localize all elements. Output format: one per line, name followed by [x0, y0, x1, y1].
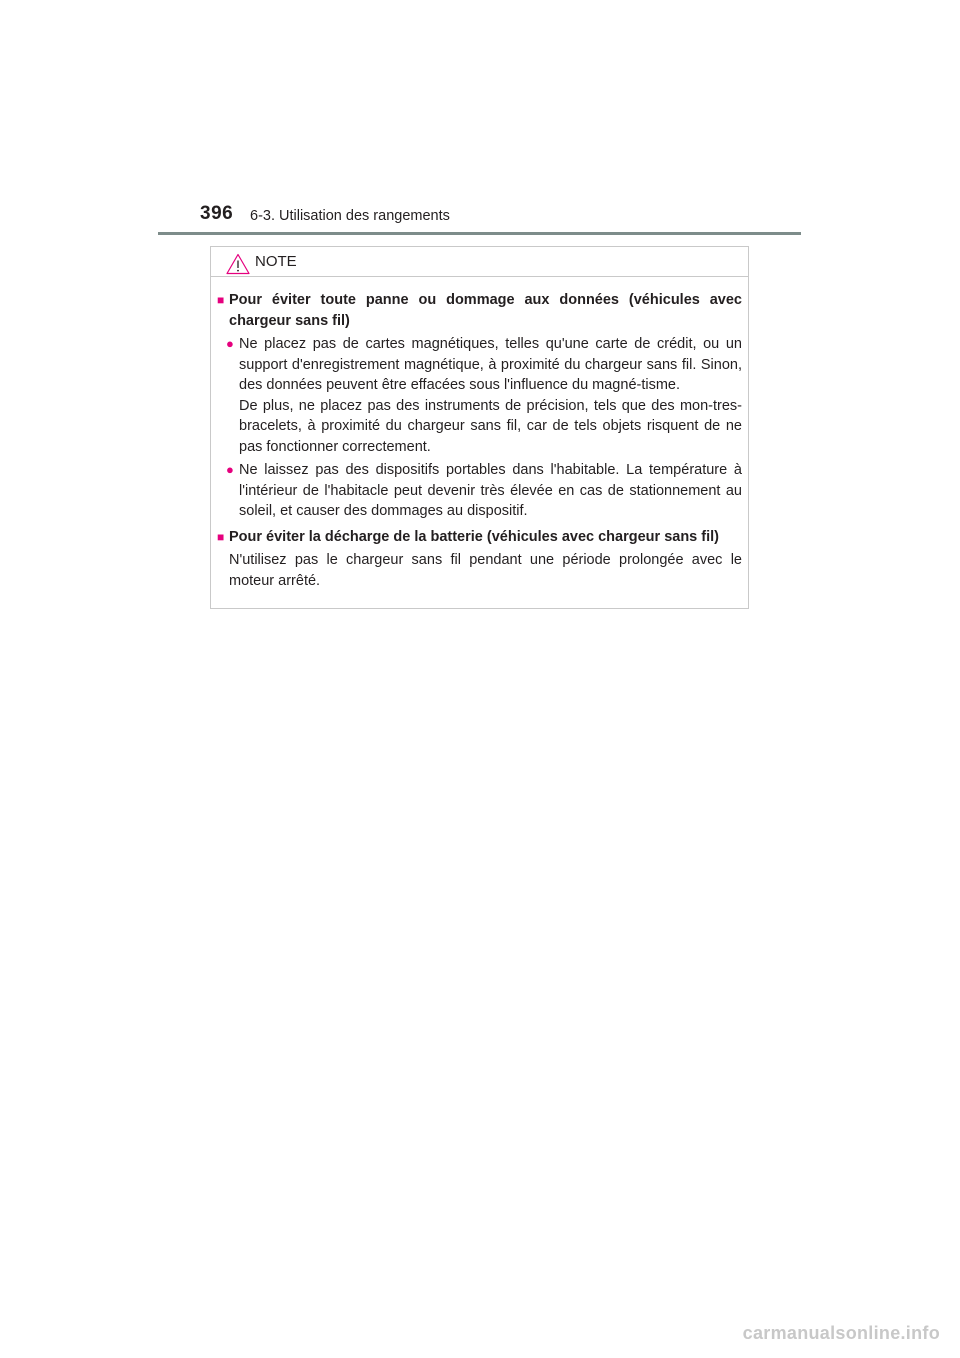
note-label: NOTE [255, 253, 297, 270]
section-heading [217, 290, 742, 331]
bullet-paragraph: Ne laissez pas des dispositifs portables dans l'habitable. La température à l'intérieur de l'habitacle peut devenir très élevée en cas de stationnement au soleil, et causer des dommages au dispositif. [239, 462, 742, 519]
bullet-paragraph: De plus, ne placez pas des instruments de précision, tels que des mon-tres-bracelets, à proximité du chargeur sans fil, car de tels objets risquent de ne pas fonctionner correctement. [239, 397, 742, 455]
note-body [211, 277, 748, 591]
note-header [211, 247, 748, 277]
warning-triangle-icon [226, 253, 250, 275]
section-heading-text: Pour éviter la décharge de la batterie (véhicules avec chargeur sans fil) [229, 528, 719, 545]
round-bullet-icon: ● [226, 462, 234, 477]
list-item [217, 334, 742, 457]
page-number: 396 [200, 203, 234, 224]
section-heading [217, 527, 742, 548]
section-heading-text: Pour éviter toute panne ou dommage aux données (véhicules avec chargeur sans fil) [229, 292, 742, 329]
bullet-paragraph: Ne placez pas de cartes magnétiques, telles qu'une carte de crédit, ou un support d'enregistrement magnétique, à proximité du chargeur sans fil. Sinon, des données peuvent être effacées sous l'influence du magné-tisme. [239, 336, 742, 393]
square-bullet-icon: ■ [217, 529, 225, 544]
section-title: 6-3. Utilisation des rangements [250, 208, 450, 224]
section-paragraph: N'utilisez pas le chargeur sans fil pendant une période prolongée avec le moteur arrêté. [229, 552, 742, 589]
round-bullet-icon: ● [226, 336, 234, 351]
square-bullet-icon: ■ [217, 293, 225, 307]
watermark: carmanualsonline.info [742, 1323, 940, 1343]
list-item [217, 460, 742, 522]
header-divider [158, 232, 801, 235]
note-box [210, 246, 749, 609]
